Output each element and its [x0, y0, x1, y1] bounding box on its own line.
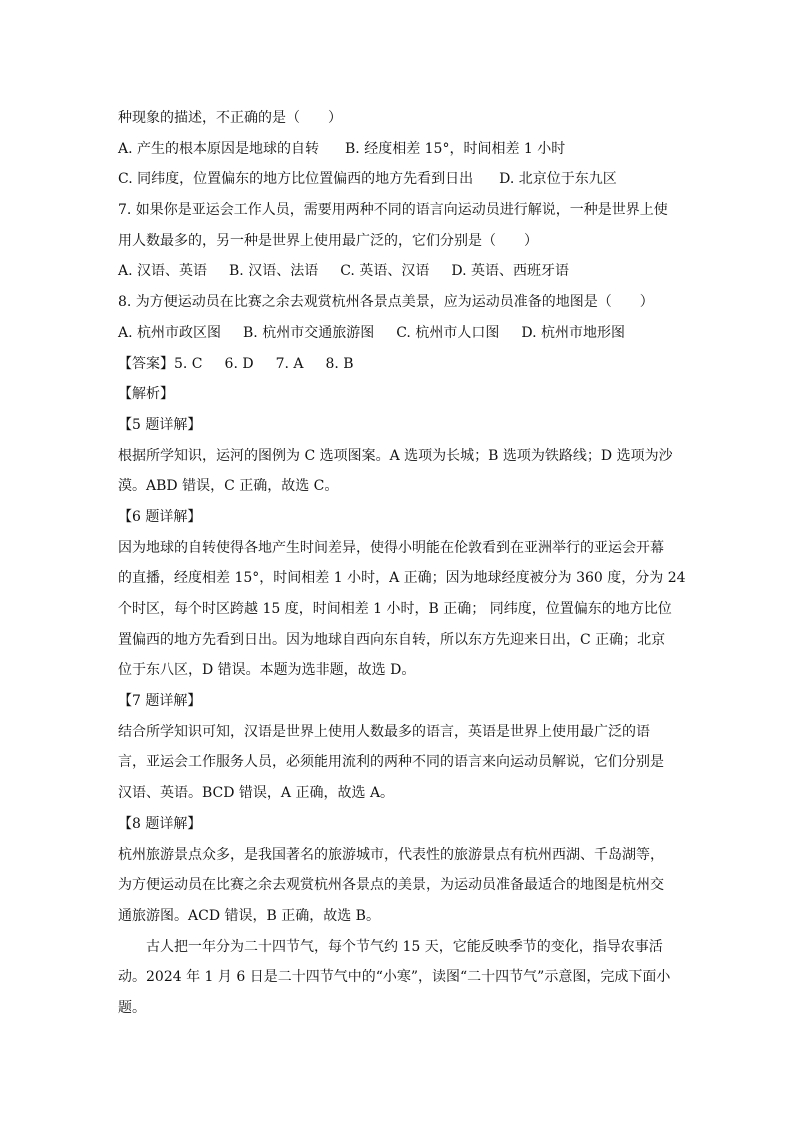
option-6a: A. 产生的根本原因是地球的自转 — [118, 140, 320, 157]
detail-6-heading: 【6 题详解】 — [118, 508, 202, 525]
question-7-options — [118, 256, 678, 287]
detail-7-line-3: 汉语、英语。BCD 错误，A 正确，故选 A。 — [118, 785, 395, 802]
detail-5-line-2: 漠。ABD 错误，C 正确，故选 C。 — [118, 478, 339, 495]
question-6-options-row-2 — [118, 164, 678, 195]
question-6-options-row-1 — [118, 134, 678, 165]
detail-7-line-1: 结合所学知识可知，汉语是世界上使用人数最多的语言，英语是世界上使用最广泛的语 — [118, 723, 650, 740]
detail-8-line-3: 通旅游图。ACD 错误，B 正确，故选 B。 — [118, 907, 380, 924]
answer-5: 5. C — [174, 355, 203, 372]
analysis-heading: 【解析】 — [118, 386, 174, 403]
detail-8-line-2: 为方便运动员在比赛之余去观赏杭州各景点的美景，为运动员准备最适合的地图是杭州交 — [118, 877, 664, 894]
detail-5-line-1: 根据所学知识，运河的图例为 C 选项图案。A 选项为长城；B 选项为铁路线；D 选项为沙 — [118, 447, 673, 464]
option-8c: C. 杭州市人口图 — [396, 324, 500, 341]
detail-8-line-1: 杭州旅游景点众多，是我国著名的旅游城市，代表性的旅游景点有杭州西湖、千岛湖等， — [118, 846, 664, 863]
passage-line-1: 古人把一年分为二十四节气，每个节气约 15 天，它能反映季节的变化，指导农事活 — [146, 938, 663, 955]
option-7d: D. 英语、西班牙语 — [451, 263, 569, 280]
option-7b: B. 汉语、法语 — [229, 263, 319, 280]
detail-6-line-2: 的直播，经度相差 15°，时间相差 1 小时，A 正确；因为地球经度被分为 360 度，分为 24 — [118, 570, 686, 587]
option-8a: A. 杭州市政区图 — [118, 324, 222, 341]
passage-line-3: 题。 — [118, 999, 146, 1016]
option-6b: B. 经度相差 15°，时间相差 1 小时 — [345, 140, 566, 157]
answer-8: 8. B — [325, 355, 354, 372]
detail-6-line-4: 置偏西的地方先看到日出。因为地球自西向东自转，所以东方先迎来日出，C 正确；北京 — [118, 631, 666, 648]
answer-6: 6. D — [224, 355, 254, 372]
detail-6-line-3: 个时区，每个时区跨越 15 度，时间相差 1 小时，B 正确； 同纬度，位置偏东的地方比位 — [118, 601, 672, 617]
question-8-stem: 8. 为方便运动员在比赛之余去观赏杭州各景点美景，应为运动员准备的地图是（ ） — [118, 294, 654, 311]
detail-6-line-1: 因为地球的自转使得各地产生时间差异，使得小明能在伦敦看到在亚洲举行的亚运会开幕 — [118, 539, 664, 556]
option-6c: C. 同纬度，位置偏东的地方比位置偏西的地方先看到日出 — [118, 171, 474, 188]
question-7-stem-line-2: 用人数最多的，另一种是世界上使用最广泛的，它们分别是（ ） — [118, 232, 538, 249]
detail-7-line-2: 言，亚运会工作服务人员，必须能用流利的两种不同的语言来向运动员解说，它们分别是 — [118, 754, 664, 771]
passage-line-2: 动。2024 年 1 月 6 日是二十四节气中的“小寒”，读图“二十四节气”示意图，完成下面小 — [118, 969, 671, 986]
option-8b: B. 杭州市交通旅游图 — [243, 324, 375, 341]
detail-6-line-5: 位于东八区，D 错误。本题为选非题，故选 D。 — [118, 662, 416, 679]
detail-7-heading: 【7 题详解】 — [118, 693, 202, 710]
question-7-stem-line-1: 7. 如果你是亚运会工作人员，需要用两种不同的语言向运动员进行解说，一种是世界上使 — [118, 202, 668, 219]
option-7a: A. 汉语、英语 — [118, 263, 208, 280]
option-7c: C. 英语、汉语 — [340, 263, 430, 280]
question-8-options — [118, 318, 678, 349]
question-6-stem-end: 种现象的描述，不正确的是（ ） — [118, 110, 342, 126]
answer-line — [118, 349, 678, 380]
option-8d: D. 杭州市地形图 — [521, 324, 625, 341]
detail-8-heading: 【8 题详解】 — [118, 815, 202, 832]
option-6d: D. 北京位于东九区 — [499, 171, 617, 188]
answer-label: 【答案】 — [118, 355, 174, 372]
answer-7: 7. A — [275, 355, 304, 372]
detail-5-heading: 【5 题详解】 — [118, 416, 202, 433]
page-content — [118, 103, 686, 1024]
